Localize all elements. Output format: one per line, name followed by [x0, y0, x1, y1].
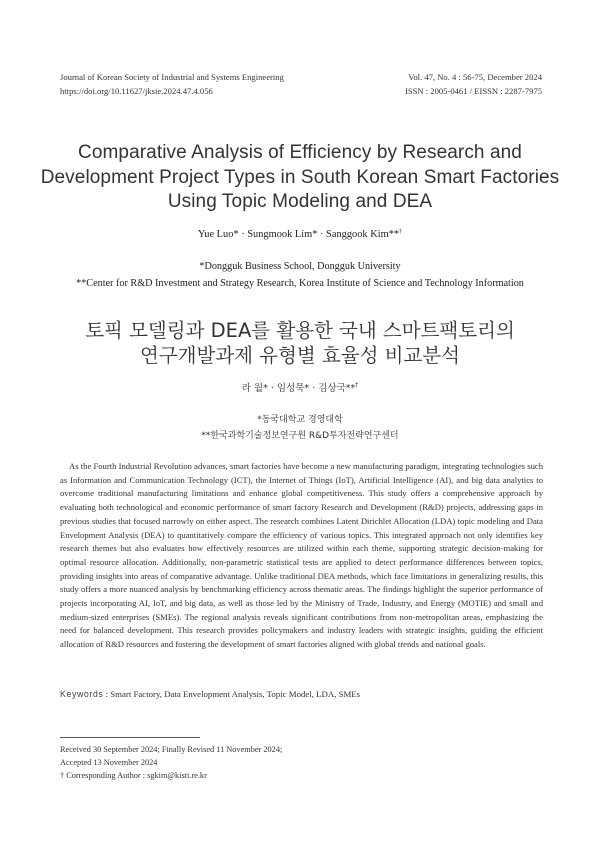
footnote-divider	[60, 737, 200, 738]
affiliations-english	[0, 258, 600, 292]
accepted-date: Accepted 13 November 2024	[60, 757, 158, 767]
corresponding-mark-ko: †	[355, 382, 359, 389]
issn-info: ISSN : 2005-0461 / EISSN : 2287-7975	[404, 86, 542, 96]
affiliation-ko-2: **한국과학기술정보연구원 R&D투자전략연구센터	[201, 431, 399, 441]
keywords-line	[60, 688, 543, 701]
title-en-line-2: Development Project Types in South Korean Smart Factories	[40, 166, 560, 188]
journal-header-right	[405, 70, 542, 98]
affiliation-ko-1: *동국대학교 경영대학	[257, 415, 343, 425]
abstract-text: As the Fourth Industrial Revolution advances, smart factories have become a new manufacturing paradigm, integrating technologies such as Information and Communication Technology (ICT), the Internet of Things (IoT), Artificial Intelligence (AI), and big data analytics to overcome traditional manufacturing limitations and enhance global competitiveness. This study offers a comprehensive approach by evaluating both technological and economic performance of smart factory Research and Development (R&D) projects, addressing gaps in previous studies that focused narrowly on either aspect. The research combines Latent Dirichlet Allocation (LDA) topic modeling and Data Envelopment Analysis (DEA) to quantitatively compare the efficiency of various topics. This integrated approach not only identifies key research themes but also evaluates how effectively resources are utilized within each theme, supporting strategic decision-making for optimal resource allocation. Additionally, non-parametric statistical tests are applied to detect performance differences between topics, providing insights into areas of comparative advantage. Unlike traditional DEA methods, which face limitations in generalizing results, this study offers a more nuanced analysis by benchmarking efficiency across thematic areas. The findings highlight the superior performance of projects incorporating AI, IoT, and big data, as well as those led by the Ministry of Trade, Industry, and Energy (MOTIE) and small and medium-sized enterprises (SMEs). The regional analysis reveals significant contributions from non-metropolitan areas, emphasizing the need for balanced development. This research provides policymakers and industry leaders with strategic insights, guiding the efficient allocation of R&D resources and fostering the development of smart factories aligned with global trends and national goals.	[60, 461, 543, 650]
keywords-list: Smart Factory, Data Envelopment Analysis, Topic Model, LDA, SMEs	[110, 689, 361, 699]
affiliation-en-2: **Center for R&D Investment and Strategy Research, Korea Institute of Science and Technology Information	[76, 278, 524, 289]
footnotes	[60, 744, 543, 782]
affiliations-korean	[0, 412, 600, 444]
title-en-line-3: Using Topic Modeling and DEA	[167, 191, 433, 212]
affiliation-en-1: *Dongguk Business School, Dongguk University	[199, 261, 401, 272]
keywords-separator: :	[103, 689, 111, 699]
title-ko-line-2: 연구개발과제 유형별 효율성 비교분석	[140, 343, 460, 367]
corresponding-author	[60, 770, 543, 783]
corresponding-mark: †	[399, 229, 403, 235]
journal-header-left	[60, 70, 284, 98]
dagger-mark: †	[60, 770, 65, 780]
doi-link[interactable]: https://doi.org/10.11627/jksie.2024.47.4.056	[60, 86, 213, 96]
received-date: Received 30 September 2024; Finally Revised 11 November 2024;	[60, 745, 283, 754]
author-list-en: Yue Luo* · Sungmook Lim* · Sanggook Kim**	[197, 229, 400, 240]
corresponding-email[interactable]: Corresponding Author : sgkim@kisti.re.kr	[66, 770, 207, 780]
authors-english	[0, 228, 600, 242]
journal-name: Journal of Korean Society of Industrial and Systems Engineering	[60, 72, 284, 82]
title-ko-line-1: 토픽 모델링과 DEA를 활용한 국내 스마트팩토리의	[85, 319, 515, 342]
keywords-label: Keywords	[60, 689, 104, 699]
author-list-ko: 라 월* · 임성묵* · 김상국**	[241, 383, 356, 394]
title-korean	[0, 319, 600, 368]
title-en-line-1: Comparative Analysis of Efficiency by Research and	[78, 142, 522, 163]
volume-info: Vol. 47, No. 4 : 56-75, December 2024	[408, 72, 542, 82]
title-english	[40, 141, 560, 215]
authors-korean	[0, 382, 600, 396]
